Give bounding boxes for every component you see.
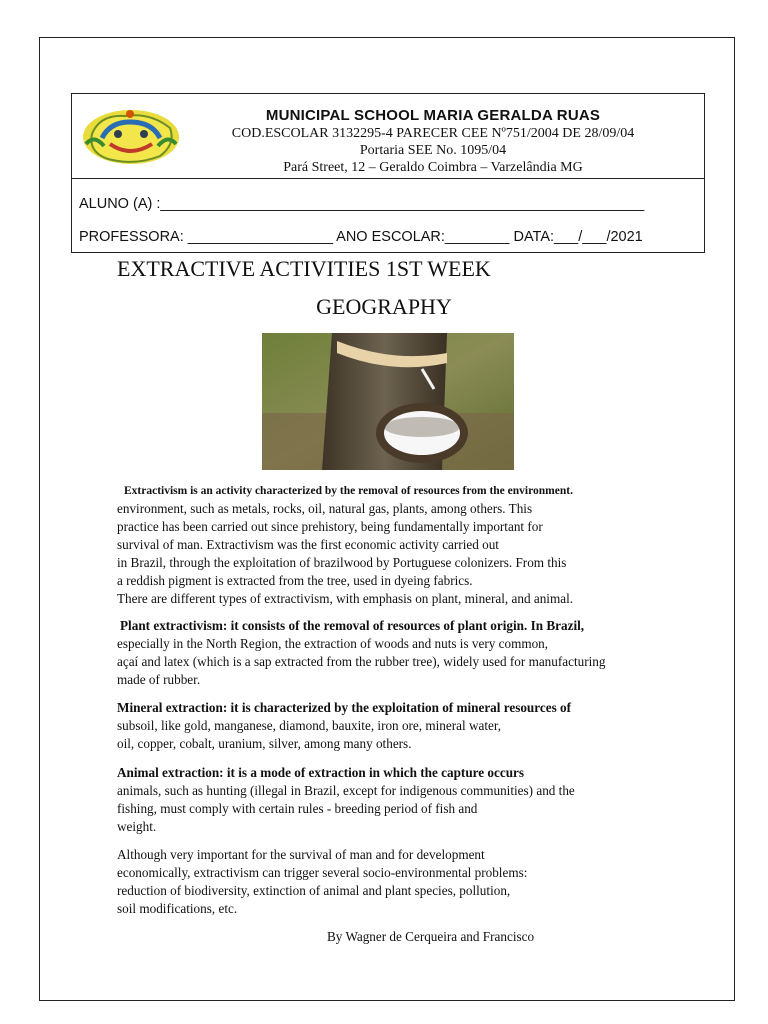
mineral-lead: Mineral extraction: it is characterized by the exploitation of mineral resources of bbox=[117, 700, 572, 715]
plant-line: açaí and latex (which is a sap extracted from the rubber tree), widely used for manufacturing bbox=[117, 654, 606, 669]
intro-line: in Brazil, through the exploitation of brazilwood by Portuguese colonizers. From this bbox=[117, 555, 567, 570]
plant-paragraph bbox=[117, 617, 605, 689]
plant-lead: Plant extractivism: it consists of the removal of resources of plant origin. In Brazil, bbox=[120, 618, 585, 633]
intro-line: practice has been carried out since prehistory, being fundamentally important for bbox=[117, 519, 543, 534]
page-title: EXTRACTIVE ACTIVITIES 1ST WEEK bbox=[117, 256, 491, 281]
portaria-line: Portaria SEE No. 1095/04 bbox=[359, 143, 507, 158]
intro-lead: Extractivism is an activity characterized by the removal of resources from the environment. bbox=[124, 485, 573, 497]
plant-line: especially in the North Region, the extraction of woods and nuts is very common, bbox=[117, 636, 549, 651]
school-code-line: COD.ESCOLAR 3132295-4 PARECER CEE Nº751/2004 DE 28/09/04 bbox=[231, 126, 635, 141]
animal-lead: Animal extraction: it is a mode of extraction in which the capture occurs bbox=[117, 765, 525, 780]
animal-line: animals, such as hunting (illegal in Brazil, except for indigenous communities) and the bbox=[117, 783, 575, 798]
school-name: MUNICIPAL SCHOOL MARIA GERALDA RUAS bbox=[265, 107, 601, 124]
mineral-paragraph bbox=[117, 699, 571, 753]
intro-line: a reddish pigment is extracted from the tree, used in dyeing fabrics. bbox=[117, 573, 473, 588]
animal-line: weight. bbox=[117, 819, 157, 834]
conclusion-line: economically, extractivism can trigger several socio-environmental problems: bbox=[117, 865, 528, 880]
plant-line: made of rubber. bbox=[117, 672, 201, 687]
conclusion-line: reduction of biodiversity, extinction of animal and plant species, pollution, bbox=[117, 883, 511, 898]
rubber-tree-latex-photo bbox=[262, 333, 514, 470]
animal-paragraph bbox=[117, 764, 575, 836]
mineral-line: oil, copper, cobalt, uranium, silver, among many others. bbox=[117, 736, 412, 751]
school-header bbox=[71, 93, 705, 253]
teacher-year-date-field: PROFESSORA: __________________ ANO ESCOLAR:________ DATA:___/___/2021 bbox=[79, 229, 643, 245]
conclusion-line: soil modifications, etc. bbox=[117, 901, 238, 916]
intro-line: There are different types of extractivism, with emphasis on plant, mineral, and animal. bbox=[117, 591, 574, 606]
conclusion-line: Although very important for the survival of man and for development bbox=[117, 847, 485, 862]
animal-line: fishing, must comply with certain rules - breeding period of fish and bbox=[117, 801, 478, 816]
page-subtitle: GEOGRAPHY bbox=[316, 294, 452, 319]
mineral-line: subsoil, like gold, manganese, diamond, bauxite, iron ore, mineral water, bbox=[117, 718, 502, 733]
intro-paragraph bbox=[117, 482, 573, 608]
header-divider bbox=[72, 178, 704, 179]
intro-line: environment, such as metals, rocks, oil, natural gas, plants, among others. This bbox=[117, 501, 533, 516]
author-signature: By Wagner de Cerqueira and Francisco bbox=[327, 929, 535, 944]
address-line: Pará Street, 12 – Geraldo Coimbra – Varzelândia MG bbox=[283, 160, 583, 175]
student-name-field: ALUNO (A) :____________________________________________________________ bbox=[79, 196, 645, 212]
intro-line: survival of man. Extractivism was the first economic activity carried out bbox=[117, 537, 499, 552]
conclusion-paragraph bbox=[117, 846, 527, 918]
